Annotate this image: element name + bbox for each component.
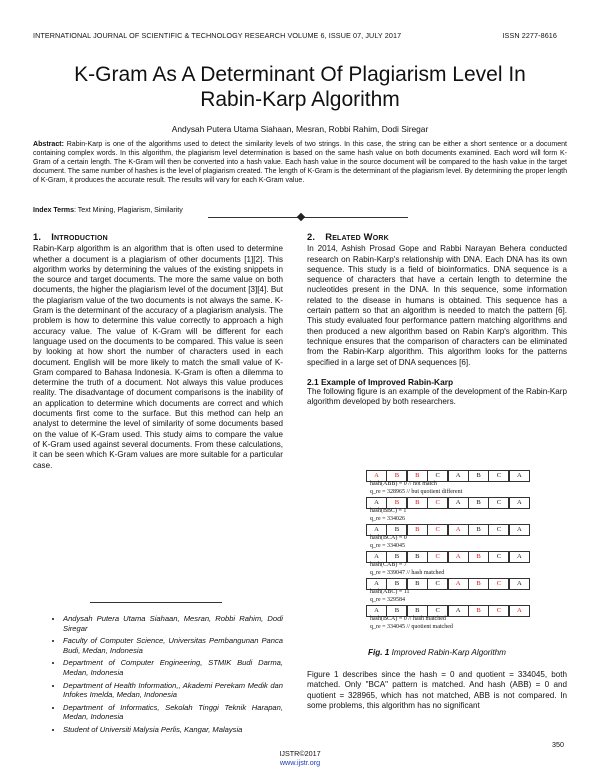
figure-cell: C [488,551,509,563]
figure-cell: B [468,497,489,509]
figure-cell: B [386,524,407,536]
abstract-text: Rabin-Karp is one of the algorithms used to detect the similarity levels of two strings. In this case, the string can be either a short sentence or a document containing complex words. In this algorithm, the plagiarism level determination is based on the same hash value on both documents examined. Each word will form K-Gram of a certain length. The K-Gram will then be converted into a hash value. Each hash value in the source document will be compared to the hash value in the target document. The same number of hashes is the level of plagiarism created. The length of K-Gram is the determinant of the plagiarism level. By determining the proper length of K-Gram, it produces the accurate result. The results will vary for each K-Gram value. [33,141,567,184]
figure-annotation: hash(ABC) = 11 [370,589,410,595]
figure-caption [307,648,567,657]
issn: ISSN 2277-8616 [502,31,557,40]
figure-annotation: q_re = 334045 // quotient matched [370,624,453,630]
footnote-item: • Faculty of Computer Science, Universitas Pembangunan Panca Budi, Medan, Indonesia [63,636,283,655]
authors: Andysah Putera Utama Siahaan, Mesran, Robbi Rahim, Dodi Siregar [171,124,429,134]
figure-annotation: q_re = 339047 // hash matched [370,570,445,576]
figure-cell: A [509,578,530,590]
page-number: 350 [552,740,564,749]
figure-cell: B [386,605,407,617]
figure-strip [366,551,529,562]
footnote-item: • Department of Informatics, Sekolah Tinggi Teknik Harapan, Medan, Indonesia [63,703,283,722]
figure-cell: A [509,497,530,509]
subsection-2-1-heading: 2.1 Example of Improved Rabin-Karp [307,376,454,387]
footnotes [33,614,283,738]
figure-cell: B [468,524,489,536]
abstract-label: Abstract: [33,141,64,148]
figure-cell: B [468,470,489,482]
title-line-2: Rabin-Karp Algorithm [200,88,400,111]
figure-strip [366,578,529,589]
footnote-item: • Department of Health Information,, Akademi Perekam Medik dan Infokes Imelda, Medan, Indonesia [63,681,283,700]
figure-cell: A [509,470,530,482]
subsection-2-1-body: The following figure is an example of the development of the Rabin-Karp algorithm developed by both researchers. [307,387,567,407]
figure-annotation: q_re = 329584 [370,597,406,603]
right-column [307,232,567,408]
journal-name: INTERNATIONAL JOURNAL OF SCIENTIFIC & TECHNOLOGY RESEARCH VOLUME 6, ISSUE 07, JULY 2017 [33,31,402,40]
figure-cell: A [509,524,530,536]
figure-cell: B [468,578,489,590]
figure-cell: C [488,605,509,617]
page-footer [0,750,600,767]
figure-annotation: hash(ABB) = 0 // not match [370,481,437,487]
figure-cell: B [407,578,428,590]
left-column [33,232,283,471]
figure-cell: C [427,470,448,482]
section-2-body: In 2014, Ashish Prosad Gope and Rabbi Narayan Behera conducted research on Rabin-Karp's relationship with DNA. Each DNA has its own sequence. This study is a field of bioinformatics. DNA sequence is a sequence of characters that have a certain length to determine the nucleotides present in the DNA. In this sequence, some information related to the disease in humans is obtained. This sequence has a certain pattern so that an algorithm is needed to match the pattern [6]. This study evaluated four performance pattern matching algorithms and then produced a new algorithm based on Rabin Karp's algorithm. This technique ensures that the comparison of characters can be eliminated from the Rabin-Karp algorithm. This algorithm looks for the patterns specified in a large set of DNA sequences [6]. [307,244,567,367]
figure-cell: B [386,578,407,590]
figure-cell: C [488,524,509,536]
footnote-rule [90,602,222,603]
footer-copyright: IJSTR©2017 [279,749,321,758]
figure-cell: A [366,578,387,590]
figure-cell: B [468,605,489,617]
figure-cell: A [509,551,530,563]
figure-caption-text: Improved Rabin-Karp Algorithm [389,648,507,657]
figure-cell: C [427,578,448,590]
figure-cell: C [427,551,448,563]
footnote-item: • Andysah Putera Utama Siahaan, Mesran, Robbi Rahim, Dodi Siregar [63,614,283,633]
figure-cell: B [407,497,428,509]
paper-title [30,62,570,112]
figure-cell: C [488,497,509,509]
figure-cell: B [407,605,428,617]
figure-annotation: q_re = 334026 [370,516,406,522]
divider-diamond-icon [297,213,305,221]
figure-cell: B [407,551,428,563]
figure-cell: A [448,470,469,482]
figure-annotation: q_re = 328965 // but quotient different [370,489,463,495]
figure-strip [366,605,529,616]
section-divider [208,217,408,218]
figure-cell: A [448,551,469,563]
footnote-item: • Student of Universiti Malysia Perlis, Kangar, Malaysia [63,725,283,735]
figure-1 [366,470,529,632]
title-line-1: K-Gram As A Determinant Of Plagiarism Level In [74,63,526,86]
figure-strip [366,524,529,535]
figure-cell: B [407,470,428,482]
figure-strip [366,497,529,508]
figure-cell: B [386,551,407,563]
abstract [33,141,567,186]
section-2-heading: 2. Related Work [307,231,389,242]
figure-cell: B [468,551,489,563]
section-1-body: Rabin-Karp algorithm is an algorithm that is often used to determine whether a document is a plagiarism of other documents [1][2]. This algorithm works by determining the values of the existing snippets in the source and target documents. The more the same value on both documents, the higher the plagiarism level of the document [3][4]. But the plagiarism value of the two documents is not always the same. K-Gram is the determinant of the accuracy of a plagiarism analysis. The problem is how to determine this value correctly to approach a high accuracy value. The value of K-Gram will be different for each language used on the documents to be compared. This value is seen by looking at how short the number of characters used in each document. English will be more likely to match the small value of K-Gram compared to Bahasa Indonesia. K-Gram is often a dilemma to determine the truth of a document. Not always this value produces reality. The disadvantage of document comparisons is the inability of an application to determine which documents are correct and which documents first come to the surface. But this method can help an analyst to determine the level of similarity of some documents based on the value of K-Gram used. This study aims to compare the value of K-Gram used against several documents. From these calculations, it can be seen which K-Gram values are more suitable for a particular case. [33,244,283,470]
figure-cell: A [448,605,469,617]
figure-cell: B [386,470,407,482]
figure-annotation: hash(BCA) = 0 [370,535,407,541]
footer-url[interactable]: www.ijstr.org [279,757,321,767]
figure-cell: A [448,497,469,509]
figure-cell: A [448,578,469,590]
figure-annotation: hash(CAB) = 7 [370,562,407,568]
figure-annotation: hash(BBC) = 1 [370,508,407,514]
figure-cell: A [366,551,387,563]
figure-cell: B [407,524,428,536]
figure-cell: A [366,470,387,482]
figure-strip [366,470,529,481]
figure-annotation: q_re = 334045 [370,543,406,549]
figure-cell: C [488,470,509,482]
footnote-item: • Department of Computer Engineering, STMIK Budi Darma, Medan, Indonesia [63,658,283,677]
figure-cell: A [366,524,387,536]
figure-caption-label: Fig. 1 [367,648,390,657]
index-terms [33,207,183,214]
figure-cell: C [427,497,448,509]
section-1-heading: 1. Introduction [33,231,108,242]
figure-cell: A [366,497,387,509]
figure-cell: C [427,524,448,536]
index-terms-text: : Text Mining, Plagiarism, Similarity [74,207,183,214]
figure-cell: C [488,578,509,590]
figure-cell: A [366,605,387,617]
figure-cell: C [427,605,448,617]
figure-cell: A [509,605,530,617]
figure-cell: B [386,497,407,509]
figure-annotation: hash(BCA) = 0 // hash matched [370,616,446,622]
index-terms-label: Index Terms [33,207,74,214]
figure-cell: A [448,524,469,536]
figure-description: Figure 1 describes since the hash = 0 and quotient = 334045, both matched. Only "BCA" pattern is matched. And hash (ABB) = 0 and quotient = 328965, which has not matched, ABB is not compared. In some problems, this algorithm has no significant [307,670,567,710]
